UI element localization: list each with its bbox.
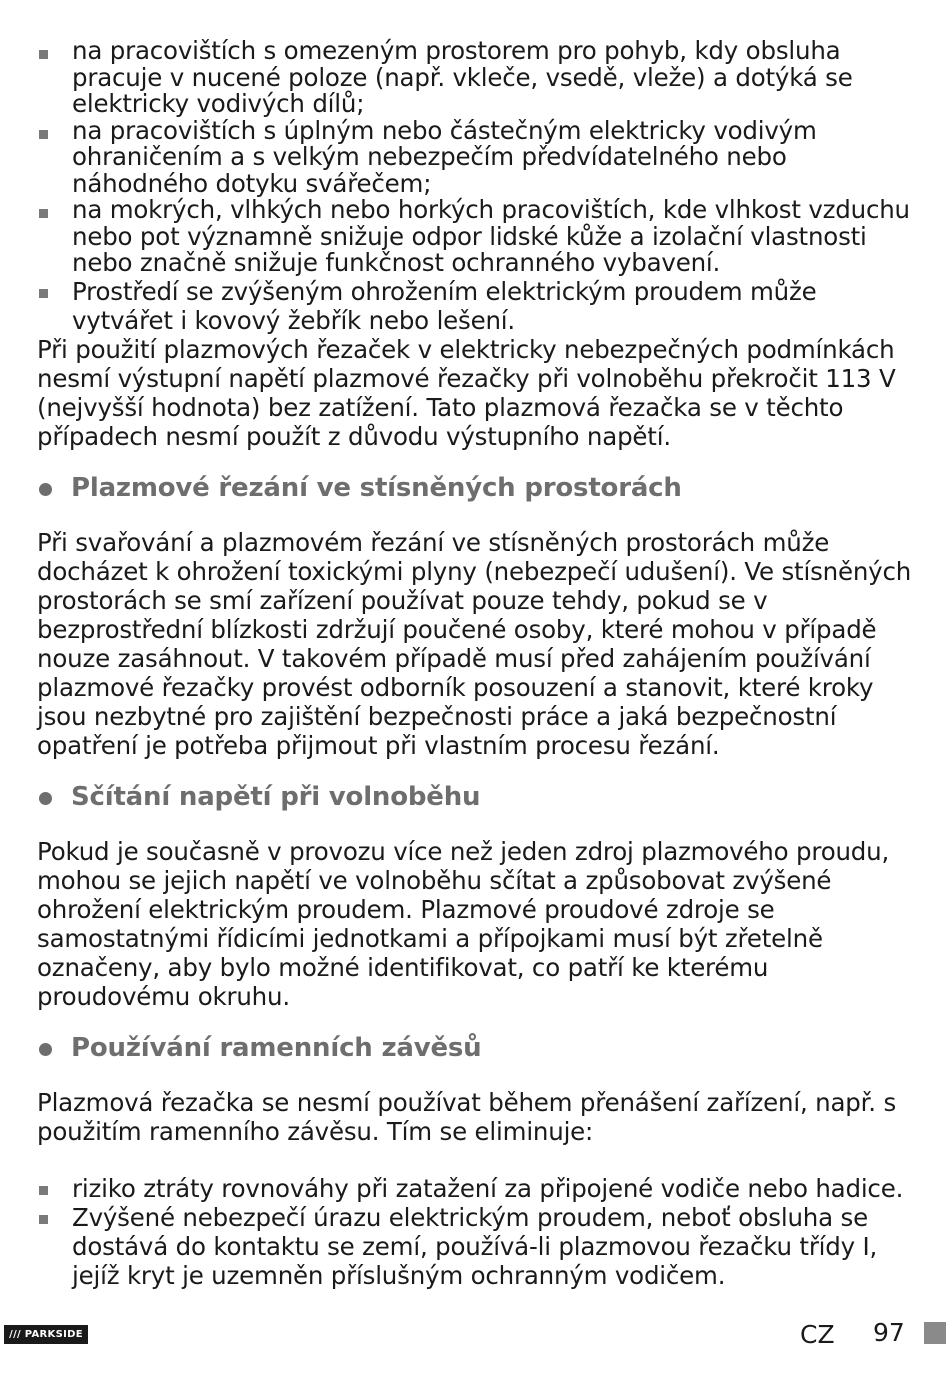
list-item <box>37 277 917 335</box>
list-item-text: Zvýšené nebezpečí úrazu elektrickým proudem, neboť obsluha se dostává do kontaktu se zemí, používá-li plazmovou řezačku třídy I, jejíž kryt je uzemněn příslušným ochranným vodičem. <box>72 1202 878 1290</box>
bullet-dot-icon <box>39 1043 52 1056</box>
list-item <box>37 1203 917 1290</box>
section-heading-idle-voltage <box>37 783 917 812</box>
list-item-text: na pracovištích s úplným nebo částečným elektricky vodivým ohraničením a s velkým nebezpečím předvídatelného nebo náhodného dotyku svářečem; <box>72 115 817 198</box>
parkside-logo: /// PARKSIDE <box>4 1325 88 1344</box>
confined-spaces-paragraph: Při svařování a plazmovém řezání ve stísněných prostorách může docházet k ohrožení toxickými plyny (nebezpečí udušení). Ve stísněných prostorách se smí zařízení používat pouze tehdy, pokud se v bezprostřední blízkosti zdržují poučené osoby, které mohou v případě nouze zasáhnout. V takovém případě musí před zahájením používání plazmové řezačky provést odborník posouzení a stanovit, které kroky jsou nezbytné pro zajištění bezpečnosti práce a jaká bezpečnostní opatření je potřeba přijmout při vlastním procesu řezání. <box>37 527 912 760</box>
page-tab-marker <box>924 1322 946 1344</box>
language-code: CZ <box>800 1320 835 1349</box>
list-item <box>37 1174 917 1203</box>
section-heading-shoulder-straps <box>37 1034 917 1063</box>
square-bullet-icon <box>39 130 48 139</box>
shoulder-straps-paragraph: Plazmová řezačka se nesmí používat během přenášení zařízení, např. s použitím ramenního závěsu. Tím se eliminuje: <box>37 1087 897 1146</box>
square-bullet-icon <box>39 289 48 298</box>
spacer <box>37 1146 917 1174</box>
list-item-text: na pracovištích s omezeným prostorem pro pohyb, kdy obsluha pracuje v nucené poloze (např. vkleče, vsedě, vleže) a dotýká se elektricky vodivých dílů; <box>72 36 853 118</box>
hazard-workplace-list <box>37 38 917 335</box>
square-bullet-icon <box>39 1215 48 1224</box>
bullet-dot-icon <box>39 483 52 496</box>
section-heading-text: Sčítání napětí při volnoběhu <box>71 781 481 812</box>
section-heading-text: Plazmové řezání ve stísněných prostorách <box>71 472 682 503</box>
idle-voltage-paragraph: Pokud je současně v provozu více než jeden zdroj plazmového proudu, mohou se jejich napětí ve volnoběhu sčítat a způsobovat zvýšené ohrožení elektrickým proudem. Plazmové proudové zdroje se samostatnými řídicími jednotkami a přípojkami musí být zřetelně označeny, aby bylo možné identifikovat, co patří ke kterému proudovému okruhu. <box>37 836 890 1011</box>
list-item <box>37 197 917 277</box>
page-number: 97 <box>873 1318 905 1347</box>
square-bullet-icon <box>39 209 48 218</box>
square-bullet-icon <box>39 50 48 59</box>
page-footer <box>0 1318 950 1353</box>
page-content <box>37 38 917 1290</box>
list-item-text: na mokrých, vlhkých nebo horkých pracovištích, kde vlhkost vzduchu nebo pot významně snižuje odpor lidské kůže a izolační vlastnosti nebo značně snižuje funkčnost ochranného vybavení. <box>72 195 910 277</box>
list-item-text: riziko ztráty rovnováhy při zatažení za připojené vodiče nebo hadice. <box>72 1173 904 1203</box>
bullet-dot-icon <box>39 792 52 805</box>
square-bullet-icon <box>39 1186 48 1195</box>
list-item-text: Prostředí se zvýšeným ohrožením elektrickým proudem může vytvářet i kovový žebřík nebo lešení. <box>72 276 817 335</box>
list-item <box>37 38 917 118</box>
section-heading-text: Používání ramenních závěsů <box>71 1032 482 1063</box>
eliminated-risks-list <box>37 1174 917 1290</box>
section-heading-confined-spaces <box>37 474 917 503</box>
list-item <box>37 115 917 198</box>
intro-paragraph: Při použití plazmových řezaček v elektricky nebezpečných podmínkách nesmí výstupní napětí plazmové řezačky při volnoběhu překročit 113 V (nejvyšší hodnota) bez zatížení. Tato plazmová řezačka se v těchto případech nesmí použít z důvodu výstupního napětí. <box>37 334 896 451</box>
